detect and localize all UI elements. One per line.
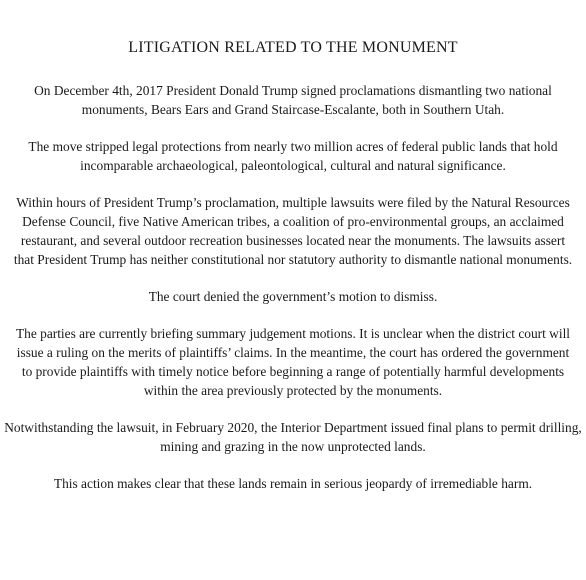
- text-line: This action makes clear that these lands remain in serious jeopardy of irremediable harm.: [53, 476, 533, 491]
- text-line: issue a ruling on the merits of plaintiffs’ claims. In the meantime, the court has ordered the government: [16, 345, 570, 360]
- paragraph-protections: [0, 137, 586, 175]
- text-line: Defense Council, five Native American tribes, a coalition of pro-environmental groups, an acclaimed: [22, 214, 564, 229]
- text-line: Within hours of President Trump’s proclamation, multiple lawsuits were filed by the Natural Resources: [16, 195, 570, 210]
- text-line: restaurant, and several outdoor recreation businesses located near the monuments. The lawsuits assert: [20, 233, 566, 248]
- paragraph-lawsuits: [0, 193, 586, 269]
- page-title: LITIGATION RELATED TO THE MONUMENT: [128, 39, 458, 56]
- text-line: The court denied the government’s motion to dismiss.: [148, 289, 438, 304]
- text-line: incomparable archaeological, paleontological, cultural and natural significance.: [80, 158, 506, 173]
- text-line: monuments, Bears Ears and Grand Staircase-Escalante, both in Southern Utah.: [81, 102, 505, 117]
- paragraph-court-denied: [0, 287, 586, 306]
- text-line: within the area previously protected by the monuments.: [143, 383, 443, 398]
- paragraph-interior-department: [0, 418, 586, 456]
- text-line: that President Trump has neither constitutional nor statutory authority to dismantle national monuments.: [13, 252, 573, 267]
- text-line: to provide plaintiffs with timely notice before beginning a range of potentially harmful developments: [21, 364, 565, 379]
- text-line: Notwithstanding the lawsuit, in February 2020, the Interior Department issued final plans to permit drilling,: [4, 420, 582, 435]
- paragraph-summary-judgement: [0, 324, 586, 400]
- paragraph-conclusion: [0, 474, 586, 493]
- text-line: mining and grazing in the now unprotected lands.: [160, 439, 426, 454]
- text-line: The move stripped legal protections from nearly two million acres of federal public lands that hold: [28, 139, 558, 154]
- paragraph-proclamation: [0, 81, 586, 119]
- text-line: The parties are currently briefing summary judgement motions. It is unclear when the district court will: [15, 326, 571, 341]
- text-line: On December 4th, 2017 President Donald Trump signed proclamations dismantling two national: [34, 83, 552, 98]
